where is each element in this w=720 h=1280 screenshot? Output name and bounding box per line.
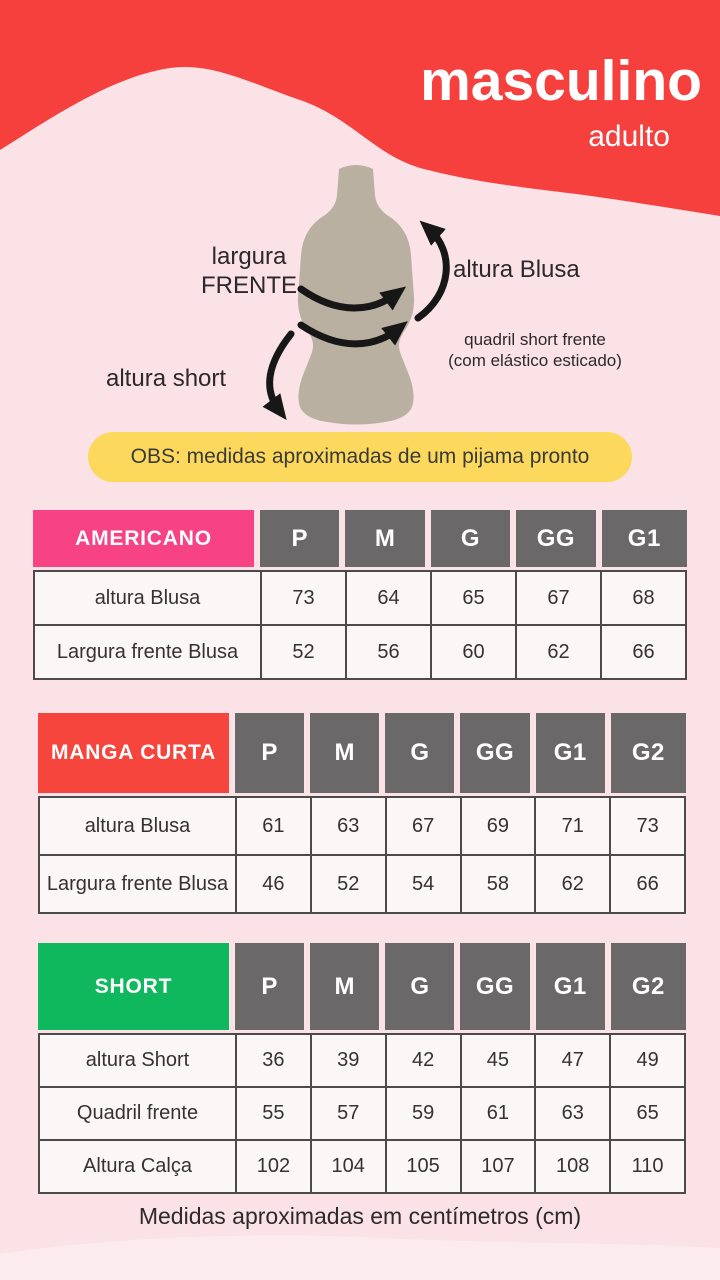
table-header-row <box>38 943 686 1030</box>
measurement-value: 107 <box>462 1141 537 1194</box>
size-header-cell <box>460 943 535 1030</box>
measurement-value: 46 <box>237 856 312 914</box>
label-largura-line1: largura <box>211 243 287 270</box>
measurement-arrows <box>0 0 720 500</box>
note-text: OBS: medidas aproximadas de um pijama pronto <box>130 445 590 468</box>
measurement-value: 62 <box>517 626 602 680</box>
size-header-cell <box>460 713 535 793</box>
size-header: G <box>385 713 454 793</box>
size-header: G1 <box>602 510 687 567</box>
table-body <box>33 570 687 680</box>
measurement-value: 45 <box>462 1035 537 1088</box>
size-header-cell <box>611 943 686 1030</box>
size-header-cell <box>431 510 516 567</box>
size-header-cell <box>611 713 686 793</box>
measurement-label: altura Blusa <box>35 572 262 626</box>
size-header-cell <box>385 713 460 793</box>
measurement-value: 54 <box>387 856 462 914</box>
measurement-value: 60 <box>432 626 517 680</box>
size-header-cell <box>345 510 430 567</box>
size-header-cell <box>310 943 385 1030</box>
size-header-cell <box>602 510 687 567</box>
measurement-value: 57 <box>312 1088 387 1141</box>
arrow-quadril-short <box>301 325 398 344</box>
table-title-cell <box>33 510 260 567</box>
label-quadril-short <box>418 329 652 371</box>
table-title: SHORT <box>38 943 229 1030</box>
measurement-value: 36 <box>237 1035 312 1088</box>
table-title: MANGA CURTA <box>38 713 229 793</box>
size-header: P <box>260 510 339 567</box>
measurement-value: 68 <box>602 572 687 626</box>
measurement-label: Largura frente Blusa <box>40 856 237 914</box>
measurement-value: 56 <box>347 626 432 680</box>
measurement-value: 104 <box>312 1141 387 1194</box>
table-header-row <box>38 713 686 793</box>
size-header: G <box>385 943 454 1030</box>
measurement-label: altura Blusa <box>40 798 237 856</box>
bottom-wave <box>0 1228 720 1280</box>
measurement-value: 39 <box>312 1035 387 1088</box>
size-header: M <box>310 943 379 1030</box>
size-header-cell <box>516 510 601 567</box>
label-quadril-line2: (com elástico esticado) <box>448 351 622 370</box>
size-header: G1 <box>536 713 605 793</box>
measurement-value: 108 <box>536 1141 611 1194</box>
measurement-value: 65 <box>611 1088 686 1141</box>
size-header-cell <box>260 510 345 567</box>
label-altura-blusa: altura Blusa <box>453 256 580 283</box>
measurement-value: 59 <box>387 1088 462 1141</box>
size-header: G2 <box>611 713 686 793</box>
measurement-value: 65 <box>432 572 517 626</box>
size-header: G2 <box>611 943 686 1030</box>
table-manga-curta <box>38 713 686 914</box>
arrow-altura-short <box>270 334 291 410</box>
size-header: G <box>431 510 510 567</box>
label-largura-frente <box>163 242 335 300</box>
measurement-value: 66 <box>611 856 686 914</box>
note-pill <box>88 432 632 482</box>
table-body <box>38 796 686 914</box>
page-subtitle: adulto <box>588 120 670 153</box>
measurement-value: 71 <box>536 798 611 856</box>
measurement-value: 64 <box>347 572 432 626</box>
size-header: GG <box>516 510 595 567</box>
measurement-value: 110 <box>611 1141 686 1194</box>
size-header-cell <box>235 943 310 1030</box>
size-header: GG <box>460 943 529 1030</box>
size-header: P <box>235 713 304 793</box>
label-largura-line2: FRENTE <box>201 272 297 299</box>
size-header-cell <box>536 713 611 793</box>
footer-note: Medidas aproximadas em centímetros (cm) <box>138 1203 582 1229</box>
measurement-label: Quadril frente <box>40 1088 237 1141</box>
measurement-value: 73 <box>611 798 686 856</box>
measurement-value: 61 <box>462 1088 537 1141</box>
measurement-value: 61 <box>237 798 312 856</box>
size-header: P <box>235 943 304 1030</box>
table-body <box>38 1033 686 1194</box>
measurement-value: 66 <box>602 626 687 680</box>
measurement-label: altura Short <box>40 1035 237 1088</box>
measurement-label: Largura frente Blusa <box>35 626 262 680</box>
measurement-value: 58 <box>462 856 537 914</box>
measurement-value: 42 <box>387 1035 462 1088</box>
size-header: M <box>310 713 379 793</box>
table-title-cell <box>38 713 235 793</box>
measurement-value: 52 <box>312 856 387 914</box>
size-header-cell <box>235 713 310 793</box>
table-americano <box>33 510 687 680</box>
measurement-value: 52 <box>262 626 347 680</box>
label-altura-short: altura short <box>106 365 227 392</box>
measurement-value: 105 <box>387 1141 462 1194</box>
table-header-row <box>33 510 687 567</box>
measurement-value: 67 <box>387 798 462 856</box>
measurement-label: Altura Calça <box>40 1141 237 1194</box>
measurement-value: 63 <box>312 798 387 856</box>
measurement-value: 67 <box>517 572 602 626</box>
label-quadril-line1: quadril short frente <box>464 330 606 349</box>
size-header: G1 <box>536 943 605 1030</box>
table-title: AMERICANO <box>33 510 254 567</box>
table-title-cell <box>38 943 235 1030</box>
table-short <box>38 943 686 1194</box>
measurement-value: 102 <box>237 1141 312 1194</box>
measurement-value: 69 <box>462 798 537 856</box>
measurement-value: 62 <box>536 856 611 914</box>
measurement-value: 47 <box>536 1035 611 1088</box>
measurement-value: 63 <box>536 1088 611 1141</box>
measurement-value: 49 <box>611 1035 686 1088</box>
measurement-value: 73 <box>262 572 347 626</box>
size-header: GG <box>460 713 529 793</box>
size-header-cell <box>385 943 460 1030</box>
arrow-altura-blusa <box>418 229 446 318</box>
measurement-value: 55 <box>237 1088 312 1141</box>
size-header-cell <box>310 713 385 793</box>
page-title: masculino <box>420 49 702 113</box>
size-header: M <box>345 510 424 567</box>
size-header-cell <box>536 943 611 1030</box>
